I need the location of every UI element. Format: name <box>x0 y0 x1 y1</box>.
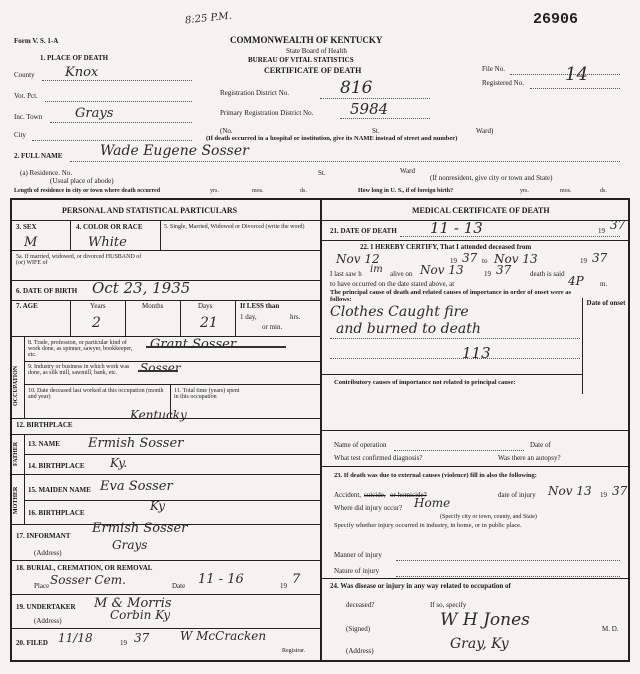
physician-address-value: Gray, Ky <box>450 636 509 652</box>
informant-address-label: (Address) <box>34 549 62 557</box>
industry-value: Sosser <box>140 361 181 375</box>
if-less-label: If LESS than <box>240 302 280 310</box>
primary-reg-value: 5984 <box>350 100 389 118</box>
date-of-death-year-prefix: 19 <box>598 227 605 235</box>
specify-label: Specify whether injury occurred in industry, in home, or in public place. <box>334 522 522 529</box>
certify-label: 22. I HEREBY CERTIFY, That I attended deceased from <box>360 243 532 251</box>
injury-date-value: Nov 13 <box>548 484 592 498</box>
injury-year-value: 37 <box>612 484 628 498</box>
diagnosis-label: What test confirmed diagnosis? <box>334 454 423 462</box>
maiden-name-label: 15. MAIDEN NAME <box>28 486 91 494</box>
last-seen-year-prefix: 19 <box>484 270 491 278</box>
occurred-on-label: to have occurred on the date stated above, at <box>330 280 455 288</box>
injury-place-value: Home <box>414 496 451 510</box>
father-name-value: Ermish Sosser <box>88 436 184 451</box>
hrs-label: hrs. <box>290 313 301 321</box>
ward-label: Ward) <box>476 127 494 135</box>
dob-value: Oct 23, 1935 <box>92 279 191 297</box>
place-of-death-label: 1. PLACE OF DEATH <box>40 54 109 62</box>
last-seen-value: Nov 13 <box>420 263 464 277</box>
autopsy-label: Was there an autopsy? <box>498 454 561 462</box>
injury-year-prefix: 19 <box>600 491 607 499</box>
registrar-label: Registrar. <box>282 648 306 654</box>
nature-label: Nature of injury <box>334 567 380 575</box>
industry-label: 9. Industry or business in which work was done, as silk mill, sawmill, bank, etc. <box>28 364 130 376</box>
res-mos: mos. <box>252 188 264 194</box>
principal-label: The principal cause of death and related causes of importance in order of onset were as follows: <box>330 289 572 303</box>
time-of-death-value: 4P <box>568 274 584 288</box>
birthplace-value: Kentucky <box>130 408 187 422</box>
where-note: (Specify city or town, county, and State) <box>440 514 537 520</box>
attended-to-value: Nov 13 <box>494 252 538 266</box>
cause-code: 113 <box>462 344 491 362</box>
homicide-label: or homicide? <box>390 491 427 499</box>
days-label: Days <box>198 302 213 310</box>
county-label: County <box>14 71 35 79</box>
spouse-label: 5a. If married, widowed, or divorced HUSBAND of (or) WIFE of <box>16 254 142 266</box>
res-st-label: St. <box>318 169 326 177</box>
res-ward-label: Ward <box>400 167 415 175</box>
us-mos: mos. <box>560 188 572 194</box>
attended-from-value: Nov 12 <box>336 252 380 266</box>
date-of-onset-label: Date of onset <box>586 299 626 307</box>
day-label: 1 day, <box>240 313 257 321</box>
father-side-label: FATHER <box>13 441 19 466</box>
inc-town-label: Inc. Town <box>14 113 43 121</box>
marital-label: 5. Single, Married, Widowed or Divorced (write the word) <box>164 224 305 230</box>
min-label: or min. <box>262 323 283 331</box>
personal-header: PERSONAL AND STATISTICAL PARTICULARS <box>62 206 238 215</box>
board-title: State Board of Health <box>286 47 347 55</box>
trade-value: Grant Sosser <box>150 337 237 352</box>
stamp-time: 8:25 P.M. <box>184 10 233 27</box>
reg-district-value: 816 <box>340 78 373 98</box>
nonresident-note: (If nonresident, give city or town and State) <box>430 174 553 182</box>
total-time-label: 11. Total time (years) spent in this occupation <box>174 388 240 400</box>
color-label: 4. COLOR OR RACE <box>76 223 143 231</box>
dob-label: 6. DATE OF BIRTH <box>16 287 78 295</box>
full-name-label: 2. FULL NAME <box>14 152 63 160</box>
m-label: m. <box>600 280 608 288</box>
st-label: St. <box>372 127 380 135</box>
to-label: to <box>482 257 488 265</box>
full-name-value: Wade Eugene Sosser <box>100 143 249 159</box>
file-no-label: File No. <box>482 65 505 73</box>
age-label: 7. AGE <box>16 302 38 310</box>
burial-year-prefix: 19 <box>280 582 287 590</box>
operation-label: Name of operation <box>334 441 387 449</box>
how-long-label: How long in U. S., if of foreign birth? <box>358 188 454 194</box>
burial-day-value: 11 - 16 <box>198 572 244 587</box>
us-yrs: yrs. <box>520 188 529 194</box>
undertaker-value: M & Morris <box>94 596 172 611</box>
manner-label: Manner of injury <box>334 551 382 559</box>
death-said-label: death is said <box>530 270 565 278</box>
county-value: Knox <box>65 65 99 80</box>
occupation-side-label: OCCUPATION <box>13 365 19 406</box>
city-label: City <box>14 131 27 139</box>
res-ds: ds. <box>300 188 307 194</box>
mother-side-label: MOTHER <box>13 486 19 514</box>
mother-birthplace-label: 16. BIRTHPLACE <box>28 509 85 517</box>
attended-to-year-prefix: 19 <box>580 257 587 265</box>
trade-label: 8. Trade, profession, or particular kind of work done, as spinner, sawyer, bookkeeper, etc. <box>28 340 133 358</box>
res-yrs: yrs. <box>210 188 219 194</box>
state-title: COMMONWEALTH OF KENTUCKY <box>230 35 383 45</box>
if-so-label: If so, specify <box>430 601 467 609</box>
burial-year-value: 7 <box>292 572 301 587</box>
filed-year-value: 37 <box>134 631 150 645</box>
mother-maiden-value: Eva Sosser <box>100 479 173 494</box>
last-seen-year-value: 37 <box>496 263 512 277</box>
registered-no-label: Registered No. <box>482 79 524 87</box>
date-of-death-value: 11 - 13 <box>430 219 483 237</box>
date-of-death-year-value: 37 <box>610 218 626 232</box>
father-name-label: 13. NAME <box>28 440 60 448</box>
age-days-value: 21 <box>200 315 218 331</box>
where-injury-label: Where did injury occur? <box>334 504 403 512</box>
last-worked-label: 10. Date deceased last worked at this occupation (month and year) <box>28 388 164 400</box>
informant-address-value: Grays <box>112 538 148 552</box>
bureau-title: BUREAU OF VITAL STATISTICS <box>248 56 354 64</box>
md-label: M. D. <box>602 625 619 633</box>
contributory-label: Contributory causes of importance not related to principal cause: <box>334 379 516 386</box>
undertaker-label: 19. UNDERTAKER <box>16 603 76 611</box>
informant-label: 17. INFORMANT <box>16 532 71 540</box>
medical-header: MEDICAL CERTIFICATE OF DEATH <box>412 206 550 215</box>
seen-alive-pronoun: im <box>370 264 383 275</box>
vot-pct-label: Vot. Pct. <box>14 92 38 100</box>
years-label: Years <box>90 302 106 310</box>
cause-2-value: and burned to death <box>336 321 481 337</box>
burial-label: 18. BURIAL, CREMATION, OR REMOVAL <box>16 564 153 572</box>
attended-to-year-value: 37 <box>592 251 608 265</box>
color-value: White <box>88 235 127 250</box>
accident-label: Accident, <box>334 491 362 499</box>
reg-district-label: Registration District No. <box>220 89 290 97</box>
sig-address-label: (Address) <box>346 647 374 655</box>
suicide-label: suicide, <box>364 491 386 499</box>
attended-from-year-value: 37 <box>462 251 478 265</box>
filed-label: 20. FILED <box>16 639 48 647</box>
months-label: Months <box>142 302 164 310</box>
birthplace-label: 12. BIRTHPLACE <box>16 421 73 429</box>
us-ds: ds. <box>600 188 607 194</box>
date-of-injury-label: date of injury <box>498 491 536 499</box>
sex-label: 3. SEX <box>16 223 37 231</box>
seen-alive-label: I last saw h <box>330 270 362 278</box>
father-birthplace-value: Ky. <box>110 456 128 470</box>
undertaker-address-label: (Address) <box>34 617 62 625</box>
date-of-death-label: 21. DATE OF DEATH <box>330 227 397 235</box>
file-no-value: 14 <box>565 64 588 85</box>
deceased-label: deceased? <box>346 601 375 609</box>
filed-date-value: 11/18 <box>58 631 93 645</box>
inc-town-value: Grays <box>75 106 114 121</box>
physician-signature: W H Jones <box>440 610 530 630</box>
attended-from-year-prefix: 19 <box>450 257 457 265</box>
residence-label: (a) Residence. No. <box>20 169 73 177</box>
place-label: Place <box>34 582 50 590</box>
informant-value: Ermish Sosser <box>92 521 188 536</box>
certificate-title: CERTIFICATE OF DEATH <box>264 66 362 75</box>
form-id: Form V. S. 1-A <box>14 37 59 45</box>
signed-label: (Signed) <box>346 625 371 633</box>
external-label: 23. If death was due to external causes (violence) fill in also the following: <box>334 472 537 479</box>
father-birthplace-label: 14. BIRTHPLACE <box>28 462 85 470</box>
cause-1-value: Clothes Caught fire <box>330 304 469 320</box>
burial-date-label: Date <box>172 582 186 590</box>
certificate-number: 26906 <box>533 11 579 28</box>
hospital-note: (If death occurred in a hospital or institution, give its NAME instead of street and number) <box>206 135 458 142</box>
op-date-label: Date of <box>530 441 551 449</box>
usual-place-label: (Usual place of abode) <box>50 177 114 185</box>
burial-place-value: Sosser Cem. <box>50 573 126 587</box>
sex-value: M <box>24 235 38 250</box>
mother-birthplace-value: Ky <box>150 499 165 513</box>
primary-reg-label: Primary Registration District No. <box>220 109 314 117</box>
disease-related-label: 24. Was disease or injury in any way related to occupation of <box>330 582 511 590</box>
length-residence-label: Length of residence in city or town where death occurred <box>14 188 161 194</box>
undertaker-address-value: Corbin Ky <box>110 608 171 622</box>
no-label: (No. <box>220 127 233 135</box>
age-years-value: 2 <box>92 315 101 331</box>
registrar-value: W McCracken <box>180 629 267 643</box>
alive-on-label: alive on <box>390 270 413 278</box>
filed-year-prefix: 19 <box>120 639 127 647</box>
